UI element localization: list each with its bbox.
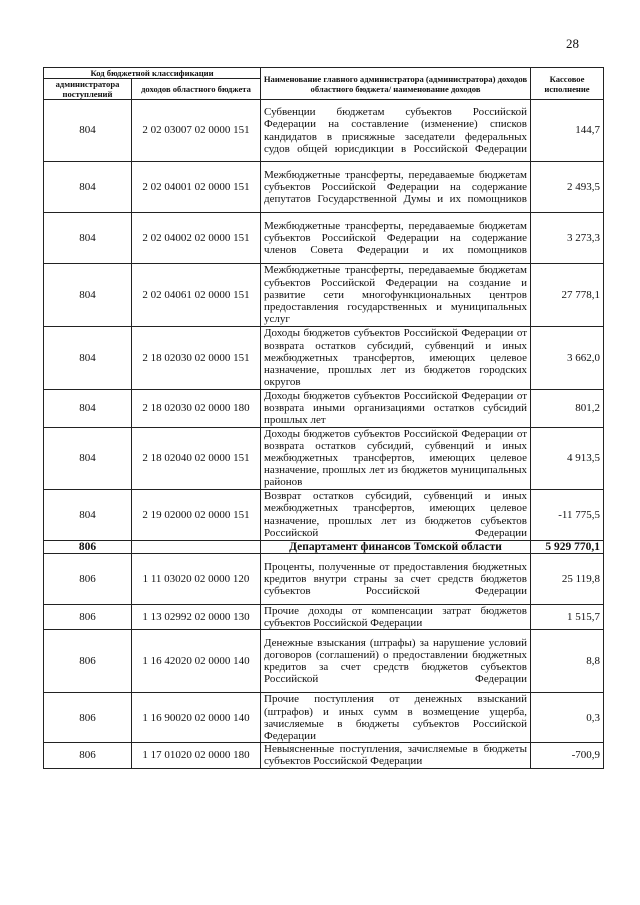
amount-cell: -11 775,5 [531,489,604,540]
amount-cell: 0,3 [531,693,604,743]
table-row [44,489,604,540]
amount-cell: 5 929 770,1 [531,540,604,553]
admin-code-cell: 804 [44,264,132,327]
income-code-cell: 2 02 04002 02 0000 151 [132,213,261,264]
income-code-cell: 1 13 02992 02 0000 130 [132,604,261,629]
admin-code-cell: 804 [44,390,132,428]
income-name-cell: Возврат остатков субсидий, субвенций и иных межбюджетных трансфертов, имеющих целевое назначение, прошлых лет из бюджетов субъектов Российской Федерации [261,489,531,540]
admin-code-cell: 806 [44,553,132,604]
amount-cell: 27 778,1 [531,264,604,327]
income-name-cell: Субвенции бюджетам субъектов Российской Федерации на составление (изменение) списков кандидатов в присяжные заседатели федеральных судов общей юрисдикции в Российской Федерации [261,100,531,162]
admin-code-cell: 806 [44,693,132,743]
admin-code-cell: 804 [44,427,132,489]
header-code-group: Код бюджетной классификации [44,68,261,79]
income-name-cell: Прочие поступления от денежных взысканий (штрафов) и иных сумм в возмещение ущерба, зачисляемые в бюджеты субъектов Российской Федерации [261,693,531,743]
income-code-cell: 2 18 02030 02 0000 180 [132,390,261,428]
income-code-cell: 1 11 03020 02 0000 120 [132,553,261,604]
income-name-cell: Межбюджетные трансферты, передаваемые бюджетам субъектов Российской Федерации на содержание депутатов Государственной Думы и их помощников [261,162,531,213]
amount-cell: 2 493,5 [531,162,604,213]
amount-cell: 4 913,5 [531,427,604,489]
income-code-cell: 2 18 02040 02 0000 151 [132,427,261,489]
income-code-cell: 1 17 01020 02 0000 180 [132,743,261,768]
table-row [44,264,604,327]
table-row [44,327,604,390]
income-name-cell: Доходы бюджетов субъектов Российской Федерации от возврата остатков субсидий, субвенций и иных межбюджетных трансфертов, имеющих целевое назначение, прошлых лет из бюджетов муниципальных районов [261,427,531,489]
table-row [44,693,604,743]
admin-code-cell: 804 [44,327,132,390]
admin-code-cell: 804 [44,213,132,264]
income-name-cell: Доходы бюджетов субъектов Российской Федерации от возврата остатков субсидий, субвенций и иных межбюджетных трансфертов, имеющих целевое назначение, прошлых лет из бюджетов городских округов [261,327,531,390]
page-number: 28 [566,36,579,51]
income-name-cell: Невыясненные поступления, зачисляемые в бюджеты субъектов Российской Федерации [261,743,531,768]
admin-code-cell: 804 [44,162,132,213]
section-row [44,540,604,553]
amount-cell: 8,8 [531,630,604,693]
table-row [44,162,604,213]
income-code-cell: 2 02 04061 02 0000 151 [132,264,261,327]
admin-code-cell: 804 [44,489,132,540]
income-code-cell [132,540,261,553]
table-row [44,390,604,428]
amount-cell: 3 273,3 [531,213,604,264]
income-code-cell: 1 16 90020 02 0000 140 [132,693,261,743]
amount-cell: 1 515,7 [531,604,604,629]
admin-code-cell: 806 [44,540,132,553]
income-code-cell: 1 16 42020 02 0000 140 [132,630,261,693]
admin-code-cell: 806 [44,630,132,693]
income-code-cell: 2 02 03007 02 0000 151 [132,100,261,162]
table-row [44,743,604,768]
amount-cell: 801,2 [531,390,604,428]
table-row [44,553,604,604]
income-code-cell: 2 02 04001 02 0000 151 [132,162,261,213]
budget-table [43,67,604,769]
income-code-cell: 2 19 02000 02 0000 151 [132,489,261,540]
income-name-cell: Межбюджетные трансферты, передаваемые бюджетам субъектов Российской Федерации на содержание членов Совета Федерации и их помощников [261,213,531,264]
header-admin-col: администратора поступлений [44,79,132,100]
header-name-col: Наименование главного администратора (администратора) доходов областного бюджета/ наименование доходов [261,68,531,100]
admin-code-cell: 804 [44,100,132,162]
table-row [44,100,604,162]
table-row [44,213,604,264]
admin-code-cell: 806 [44,604,132,629]
header-income-col: доходов областного бюджета [132,79,261,100]
income-name-cell: Доходы бюджетов субъектов Российской Федерации от возврата иными организациями остатков субсидий прошлых лет [261,390,531,428]
header-amount-col: Кассовое исполнение [531,68,604,100]
table-row [44,630,604,693]
amount-cell: -700,9 [531,743,604,768]
income-name-cell: Департамент финансов Томской области [261,540,531,553]
amount-cell: 144,7 [531,100,604,162]
income-name-cell: Проценты, полученные от предоставления бюджетных кредитов внутри страны за счет средств бюджетов субъектов Российской Федерации [261,553,531,604]
table-row [44,427,604,489]
income-name-cell: Денежные взыскания (штрафы) за нарушение условий договоров (соглашений) о предоставлении бюджетных кредитов за счет средств бюджетов субъектов Российской Федерации [261,630,531,693]
admin-code-cell: 806 [44,743,132,768]
table-body [44,100,604,769]
table-row [44,604,604,629]
income-name-cell: Межбюджетные трансферты, передаваемые бюджетам субъектов Российской Федерации на создание и развитие сети многофункциональных центров предоставления государственных и муниципальных услуг [261,264,531,327]
income-code-cell: 2 18 02030 02 0000 151 [132,327,261,390]
amount-cell: 25 119,8 [531,553,604,604]
income-name-cell: Прочие доходы от компенсации затрат бюджетов субъектов Российской Федерации [261,604,531,629]
amount-cell: 3 662,0 [531,327,604,390]
